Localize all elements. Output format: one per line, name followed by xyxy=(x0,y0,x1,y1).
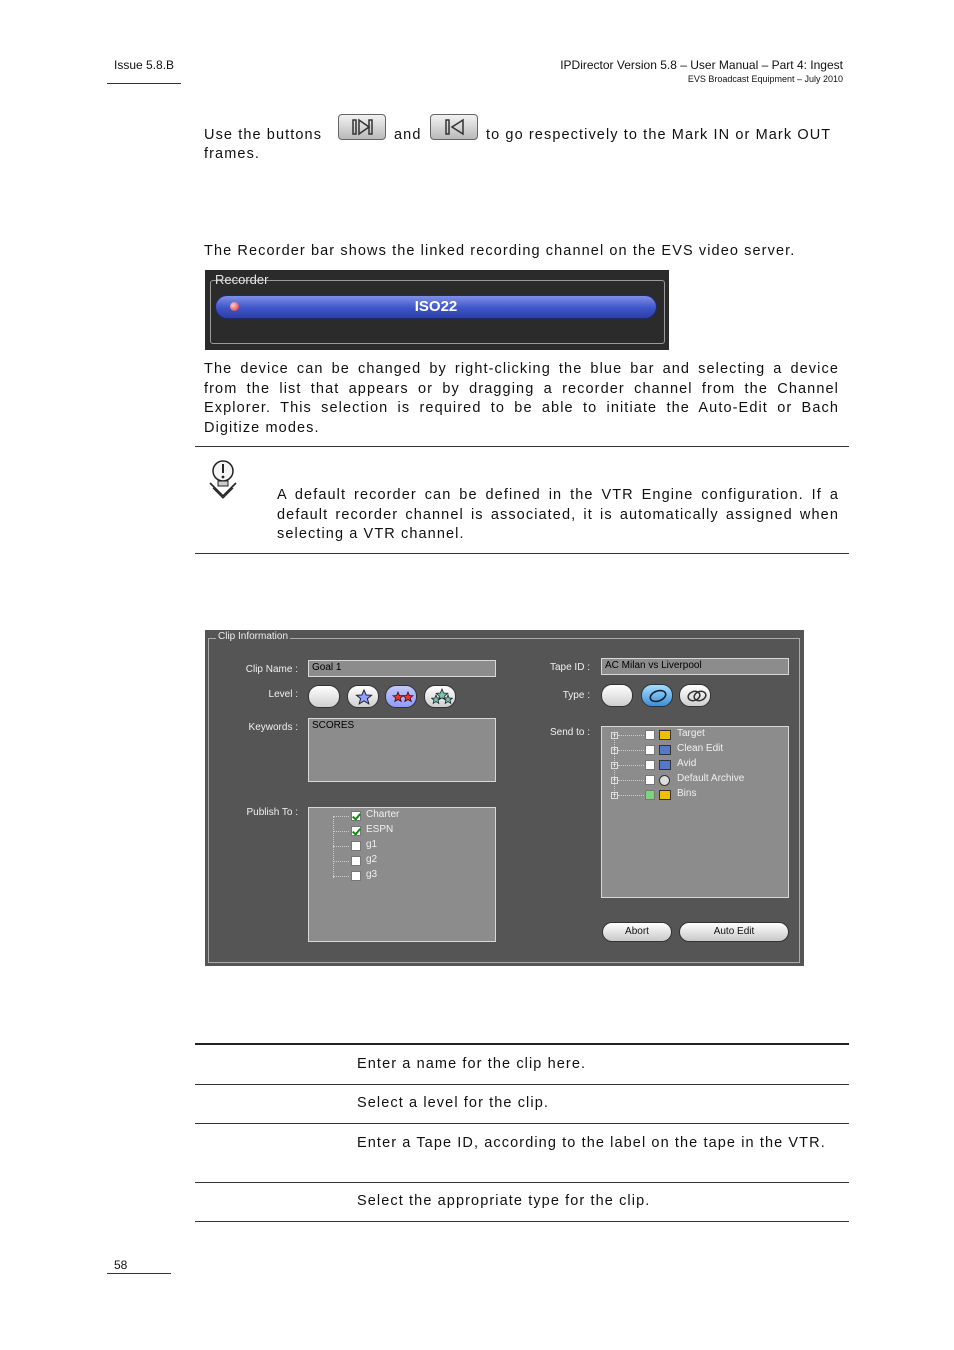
send-to-checkbox[interactable] xyxy=(645,760,655,770)
level-none-button[interactable] xyxy=(308,685,340,708)
header-left-rule xyxy=(107,83,181,84)
publish-checkbox[interactable] xyxy=(351,826,361,836)
type-single-button[interactable] xyxy=(641,684,673,707)
level-1-star-button[interactable] xyxy=(347,685,379,708)
recorder-panel xyxy=(205,270,669,350)
recorder-description: The device can be changed by right-clicking the blue bar and selecting a device from the list that appears or by dragging a recorder channel from the Channel Explorer. This selection is required to be able to initiate the Auto-Edit or Bach Digitize modes. xyxy=(204,361,839,436)
tree-expand-icon[interactable]: + xyxy=(612,762,617,769)
double-loop-icon xyxy=(686,687,708,705)
bin-folder-icon xyxy=(659,790,671,800)
note-bottom-rule xyxy=(195,553,849,554)
table-rule xyxy=(195,1123,849,1124)
recorder-channel-bar[interactable] xyxy=(215,295,657,319)
send-to-item-label: Bins xyxy=(677,788,697,799)
folder-icon xyxy=(659,730,671,740)
footer-rule xyxy=(107,1273,171,1274)
auto-edit-button[interactable]: Auto Edit xyxy=(679,922,789,942)
mark-line2-text: frames. xyxy=(204,146,261,162)
publish-item-label: g1 xyxy=(366,839,378,850)
tree-branch-line xyxy=(618,750,644,751)
keywords-textarea[interactable]: SCORES xyxy=(308,718,496,782)
note-lightbulb-icon xyxy=(205,458,241,500)
send-to-label: Send to : xyxy=(549,727,590,738)
mark-after-text: to go respectively to the Mark IN or Mark OUT xyxy=(486,127,832,143)
type-none-button[interactable] xyxy=(601,684,633,707)
type-label: Type : xyxy=(562,690,590,701)
table-row-tape-id: Enter a Tape ID, according to the label on the tape in the VTR. xyxy=(357,1135,826,1151)
level-2-star-button[interactable] xyxy=(385,685,417,708)
publish-checkbox[interactable] xyxy=(351,841,361,851)
mark-out-button[interactable] xyxy=(430,114,478,140)
tree-branch-line xyxy=(618,735,644,736)
go-to-mark-out-icon xyxy=(443,118,467,136)
keywords-label: Keywords : xyxy=(248,722,298,733)
send-to-item-label: Clean Edit xyxy=(677,743,724,754)
recorder-channel-label: ISO22 xyxy=(414,298,458,315)
avid-icon xyxy=(659,760,671,770)
header-title: IPDirector Version 5.8 – User Manual – Part 4: Ingest xyxy=(560,58,843,72)
clip-information-legend: Clip Information xyxy=(218,631,289,642)
header-subtitle: EVS Broadcast Equipment – July 2010 xyxy=(687,74,843,84)
send-to-item-label: Default Archive xyxy=(677,773,745,784)
table-top-rule xyxy=(195,1043,849,1045)
single-loop-icon xyxy=(648,687,668,705)
three-star-icon xyxy=(431,688,453,706)
send-to-checkbox[interactable] xyxy=(645,790,655,800)
tape-id-label: Tape ID : xyxy=(549,662,590,673)
publish-checkbox[interactable] xyxy=(351,856,361,866)
publish-checkbox[interactable] xyxy=(351,811,361,821)
mark-in-button[interactable] xyxy=(338,114,386,140)
table-bottom-rule xyxy=(195,1221,849,1222)
tree-expand-icon[interactable]: + xyxy=(612,747,617,754)
publish-item-label: Charter xyxy=(366,809,400,820)
table-rule xyxy=(195,1182,849,1183)
clip-information-panel xyxy=(205,630,804,966)
note-top-rule xyxy=(195,446,849,447)
tape-id-input[interactable]: AC Milan vs Liverpool xyxy=(601,658,789,675)
tree-branch-line xyxy=(618,795,644,796)
publish-item-label: g2 xyxy=(366,854,378,865)
tree-expand-icon[interactable]: + xyxy=(612,732,617,739)
mark-and-text: and xyxy=(394,127,422,143)
tree-expand-icon[interactable]: + xyxy=(612,777,617,784)
clean-edit-icon xyxy=(659,745,671,755)
header-issue: Issue 5.8.B xyxy=(114,58,175,72)
note-text: A default recorder can be defined in the VTR Engine configuration. If a default recorder channel is associated, it is automatically assigned when selecting a VTR channel. xyxy=(277,487,839,542)
mark-intro-text: Use the buttons xyxy=(204,127,323,143)
archive-icon xyxy=(659,775,670,786)
two-star-icon xyxy=(392,688,414,706)
send-to-checkbox[interactable] xyxy=(645,775,655,785)
table-rule xyxy=(195,1084,849,1085)
one-star-icon xyxy=(354,688,374,706)
send-to-item-label: Target xyxy=(677,728,705,739)
level-label: Level : xyxy=(268,689,298,700)
tree-expand-icon[interactable]: + xyxy=(612,792,617,799)
recorder-intro: The Recorder bar shows the linked recording channel on the EVS video server. xyxy=(204,243,796,259)
recorder-legend: Recorder xyxy=(215,272,269,287)
clip-name-input[interactable]: Goal 1 xyxy=(308,660,496,677)
clip-name-label: Clip Name : xyxy=(245,664,298,675)
send-to-checkbox[interactable] xyxy=(645,745,655,755)
publish-checkbox[interactable] xyxy=(351,871,361,881)
publish-tree-line xyxy=(333,816,334,878)
publish-to-tree[interactable] xyxy=(308,807,496,942)
publish-item-label: g3 xyxy=(366,869,378,880)
level-3-star-button[interactable] xyxy=(424,685,456,708)
type-double-button[interactable] xyxy=(679,684,711,707)
table-row-level: Select a level for the clip. xyxy=(357,1095,549,1111)
table-row-type: Select the appropriate type for the clip. xyxy=(357,1193,651,1209)
tree-branch-line xyxy=(618,765,644,766)
abort-button[interactable]: Abort xyxy=(602,922,672,942)
send-to-item-label: Avid xyxy=(677,758,697,769)
send-to-checkbox[interactable] xyxy=(645,730,655,740)
go-to-mark-in-icon xyxy=(351,118,375,136)
publish-item-label: ESPN xyxy=(366,824,394,835)
table-row-clip-name: Enter a name for the clip here. xyxy=(357,1056,587,1072)
page-number: 58 xyxy=(114,1258,128,1272)
tree-branch-line xyxy=(618,780,644,781)
publish-to-label: Publish To : xyxy=(246,807,298,818)
